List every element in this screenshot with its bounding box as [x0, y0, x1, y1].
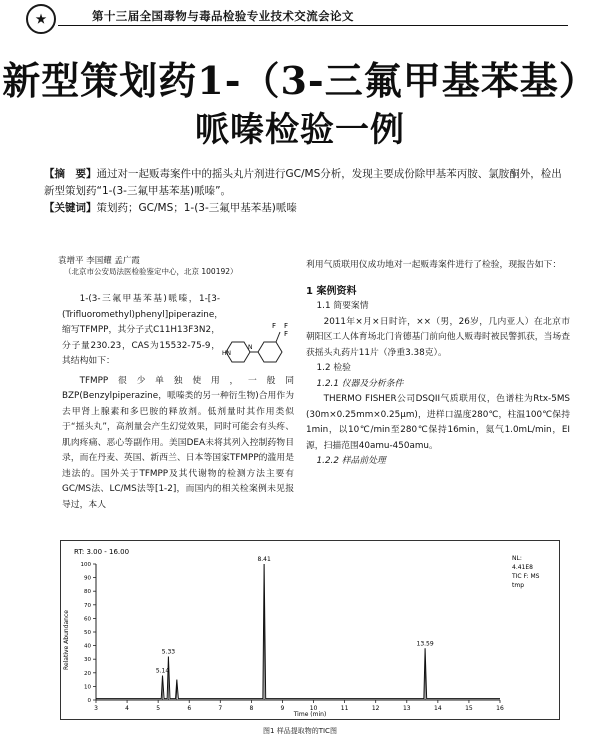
- police-emblem-icon: ★: [26, 4, 56, 34]
- legend-entry: 4.41E8: [512, 564, 533, 571]
- chart-y-label: Relative Abundance: [63, 610, 70, 670]
- conference-header: 第十三届全国毒物与毒品检验专业技术交流会论文: [92, 9, 354, 23]
- x-tick-label: 15: [465, 705, 473, 712]
- y-tick-label: 90: [84, 575, 91, 582]
- x-tick-label: 5: [156, 705, 161, 712]
- keywords-text: 策划药；GC/MS；1-(3-三氟甲基苯基)哌嗪: [96, 202, 297, 214]
- y-tick-label: 10: [84, 684, 91, 691]
- peak-label: 13.59: [416, 640, 434, 648]
- x-tick-label: 14: [434, 705, 442, 712]
- legend-entry: NL:: [512, 555, 522, 562]
- fluorine-2: F: [284, 322, 289, 330]
- section-1-2-heading: 1.2 检验: [316, 363, 351, 373]
- figure-caption: 图1 样品提取物的TIC图: [263, 727, 337, 735]
- y-tick-label: 100: [80, 562, 91, 568]
- y-tick-label: 0: [87, 698, 91, 704]
- author-affiliation: （北京市公安局法医检验鉴定中心，北京 100192）: [64, 267, 238, 276]
- section-1-2-2-heading: 1.2.2 样品前处理: [316, 456, 386, 466]
- peak-label: 8.41: [257, 556, 271, 563]
- x-tick-label: 12: [371, 705, 380, 712]
- y-tick-label: 70: [84, 602, 91, 609]
- x-tick-label: 9: [280, 705, 285, 712]
- tfmpp-paragraph: TFMPP很少单独使用，一般同BZP(Benzylpiperazine，哌嗪类的另一种衍生物)合用作为去甲肾上腺素和多巴胺的释放剂。低剂量时其作用类似于“摇头丸”，高剂量会产生幻觉效果，同时可能会有头疼、肌肉疼痛、恶心等副作用。美国DEA未将其列入控制药物目录，而在丹麦、英国、新西兰、日本等国家TFMPP的滥用是违法的。国外关于TFMPP及其代谢物的检测方法主要有GC/MS法、LC/MS法等[1-2]，而国内的相关检案例未见报导过，本人: [62, 375, 294, 510]
- x-tick-label: 11: [340, 705, 349, 712]
- x-tick-label: 16: [496, 705, 504, 712]
- x-tick-label: 6: [187, 705, 192, 712]
- y-tick-label: 20: [84, 670, 91, 677]
- header-rule: [58, 25, 568, 26]
- fluorine-1: F: [272, 322, 277, 330]
- abstract-label: 【摘 要】: [44, 168, 97, 180]
- abstract-text: 通过对一起贩毒案件中的摇头丸片剂进行GC/MS分析，发现主要成份除甲基苯丙胺、氯胺酮外，检出新型策划药“1-(3-三氟甲基苯基)哌嗪”。: [44, 168, 562, 197]
- x-tick-label: 7: [218, 705, 223, 712]
- abstract-block: [44, 166, 572, 217]
- legend-entry: TIC F: MS: [512, 573, 540, 580]
- section-1-1-heading: 1.1 简要案情: [316, 301, 369, 311]
- chart-x-label: Time (min): [293, 711, 327, 718]
- x-tick-label: 13: [402, 705, 411, 712]
- chart-rt-range: RT: 3.00 - 16.00: [74, 548, 130, 556]
- legend-entry: tmp: [512, 582, 525, 589]
- x-tick-label: 8: [249, 705, 254, 712]
- section-1-2-1-heading: 1.2.1 仪器及分析条件: [316, 378, 404, 389]
- peak-label: 5.33: [161, 648, 176, 656]
- fluorine-3: F: [284, 330, 289, 338]
- title-line2: 哌嗪检验一例: [195, 110, 405, 150]
- tfmpp-structure-diagram: [222, 320, 292, 376]
- keywords-label: 【关键词】: [44, 202, 97, 214]
- chart-frame: [61, 541, 560, 720]
- section-1-heading: 1 案例资料: [306, 285, 357, 297]
- y-tick-label: 60: [84, 616, 91, 623]
- x-tick-label: 3: [94, 705, 98, 712]
- instrument-paragraph: THERMO FISHER公司DSQII气质联用仪，色谱柱为Rtx-5MS (30m×0.25mm×0.25μm)，进样口温度280℃，柱温100℃保持1min，以10℃/min至280℃保持16min，氦气1.0mL/min，EI源，扫描范围40amu-450amu。: [306, 394, 570, 451]
- y-tick-label: 30: [84, 657, 91, 664]
- y-tick-label: 80: [84, 589, 91, 596]
- right-column: [306, 258, 570, 470]
- author-names: 袁增平 李国耀 孟广霞: [58, 256, 140, 266]
- benzene-ring: [258, 342, 282, 362]
- y-tick-label: 50: [84, 630, 91, 636]
- y-tick-label: 40: [84, 643, 91, 650]
- title-line1: 新型策划药1-（3-三氟甲基苯基）: [2, 58, 598, 103]
- bond-cf3: [276, 332, 280, 342]
- intro-paragraph: 1-(3-三氟甲基苯基)哌嗪，1-[3-(Trifluoromethyl)phenyl]piperazine，缩写TFMPP，其分子式C11H13F3N2，分子量230.23，CAS为15532-75-9，其结构如下：: [62, 294, 224, 366]
- peak-label: 5.14: [155, 667, 170, 675]
- n-label: N: [248, 344, 253, 351]
- tic-chromatogram: [60, 540, 560, 720]
- x-tick-label: 4: [125, 705, 129, 712]
- x-tick-label: 10: [309, 705, 318, 712]
- right-cont-paragraph: 利用气质联用仪成功地对一起贩毒案件进行了检验，现报告如下：: [306, 260, 562, 270]
- case-paragraph: 2011年×月×日时许，××（男，26岁，几内亚人）在北京市朝阳区工人体育场北门肯德基门前向他人贩毒时被民警抓获，当场查获摇头丸药片11片（净重3.38克）。: [306, 316, 570, 358]
- nh-label: HN: [222, 350, 231, 357]
